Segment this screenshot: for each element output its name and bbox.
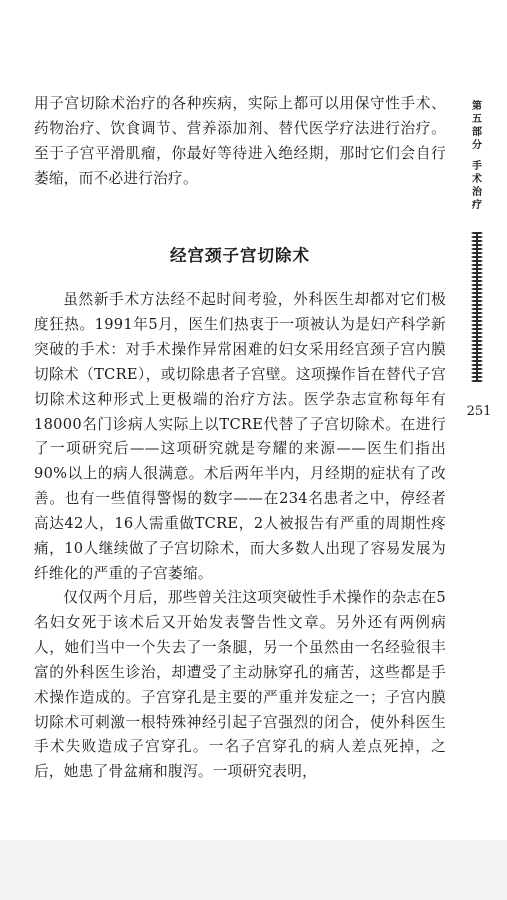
side-title-label: 手术治疗: [472, 161, 482, 211]
page-number: 251: [466, 404, 492, 419]
intro-paragraph: 用子宫切除术治疗的各种疾病，实际上都可以用保守性手术、药物治疗、饮食调节、营养添加剂、替代医学疗法进行治疗。至于子宫平滑肌瘤，你最好等待进入绝经期，那时它们会自行萎缩，而不必进行治疗。: [34, 95, 446, 187]
body-paragraph-2: 仅仅两个月后，那些曾关注这项突破性手术操作的杂志在5名妇女死于该术后又开始发表警告性文章。另外还有两例病人，她们当中一个失去了一条腿，另一个虽然由一名经验很丰富的外科医生诊治，却遭受了主动脉穿孔的痛苦，这些都是手术操作造成的。子宫穿孔是主要的严重并发症之一；子宫内膜切除术可刺激一根特殊神经引起子宫强烈的闭合，使外科医生手术失败造成子宫穿孔。一名子宫穿孔的病人差点死掉，之后，她患了骨盆痛和腹泻。一项研究表明，: [34, 589, 446, 781]
side-ornament-border: [471, 232, 483, 382]
side-gap: [469, 152, 485, 160]
side-part-label: 第五部分: [472, 101, 482, 151]
side-running-header: [469, 100, 485, 212]
body-paragraph-1: 虽然新手术方法经不起时间考验，外科医生却都对它们极度狂热。1991年5月，医生们热衷于一项被认为是妇产科学新突破的手术：对手术操作异常困难的妇女采用经宫颈子宫内膜切除术（TCRE），或切除患者子宫壁。这项操作旨在替代子宫切除术这种形式上更极端的治疗方法。医学杂志宣称每年有18000名门诊病人实际上以TCRE代替了子宫切除术。在进行了一项研究后——这项研究就是夸耀的来源——医生们指出90%以上的病人很满意。术后两年半内，月经期的症状有了改善。也有一些值得警惕的数字——在234名患者之中，停经者高达42人，16人需重做TCRE，2人被报告有严重的周期性疼痛，10人继续做了子宫切除术，而大多数人出现了容易发展为纤维化的严重的子宫萎缩。: [34, 291, 446, 582]
viewer-bottom-bar: [0, 840, 507, 900]
section-title: 经宫颈子宫切除术: [170, 246, 310, 265]
